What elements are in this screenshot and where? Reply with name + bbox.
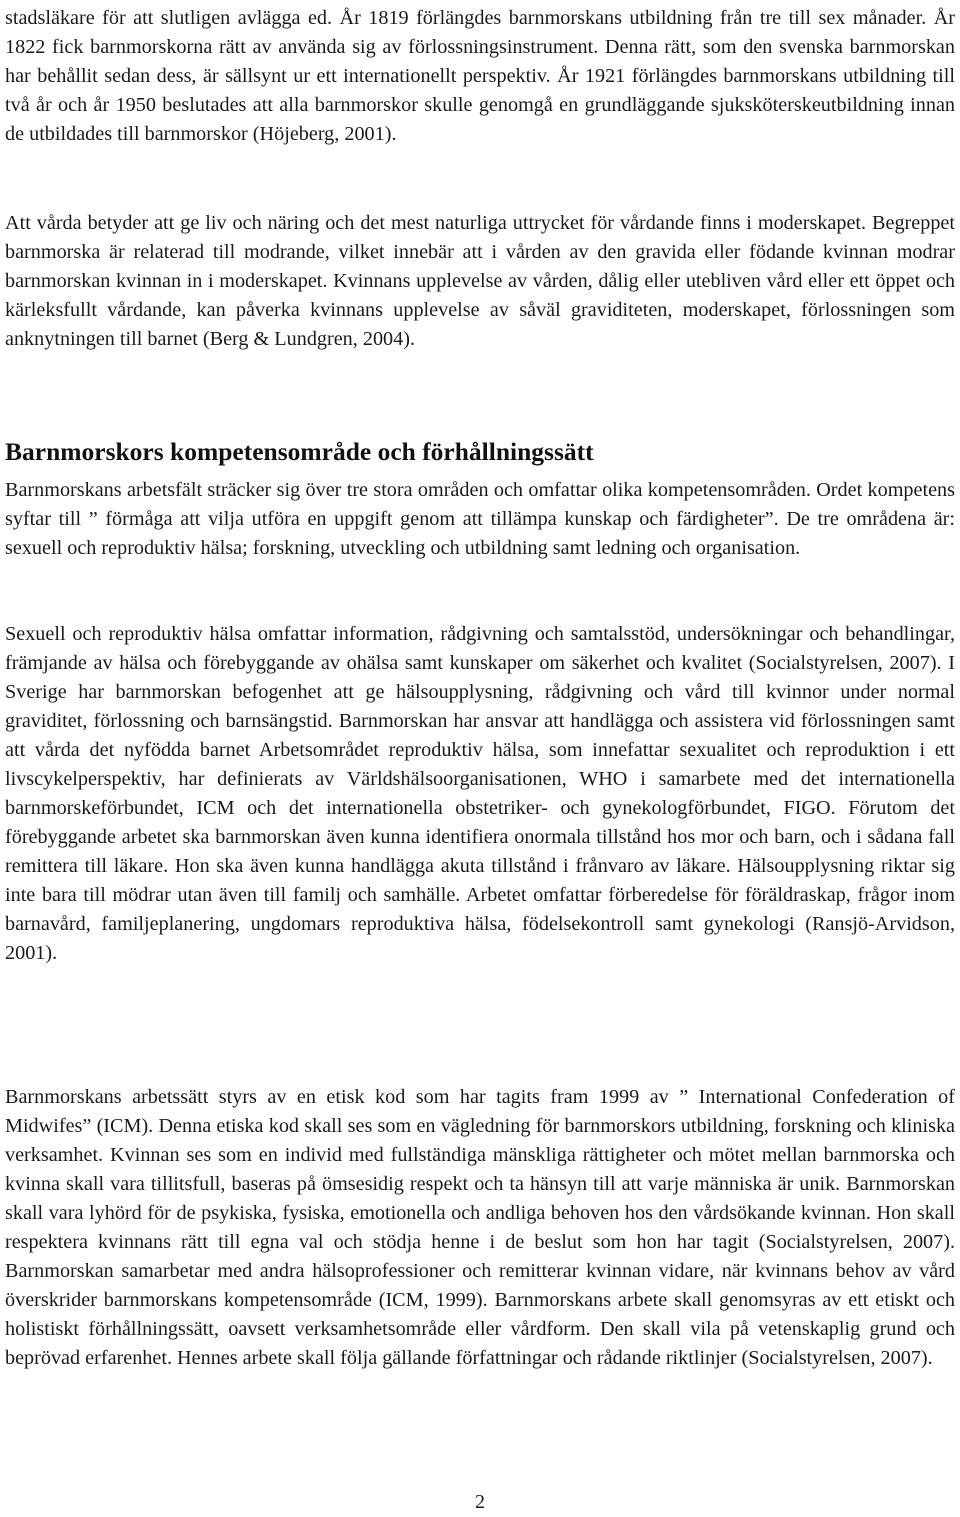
- section-heading: Barnmorskors kompetensområde och förhållningssätt: [5, 437, 594, 466]
- paragraph-care-definition: Att vårda betyder att ge liv och näring och det mest naturliga uttrycket för vårdande finns i moderskapet. Begreppet barnmorska är relaterad till modrande, vilket innebär att i vården av den gravida eller födande kvinnan modrar barnmorskan kvinnan in i moderskapet. Kvinnans upplevelse av vården, dålig eller utebliven vård eller ett öppet och kärleksfullt vårdande, kan påverka kvinnans upplevelse av såväl graviditeten, moderskapet, förlossningen som anknytningen till barnet (Berg & Lundgren, 2004).: [5, 212, 955, 350]
- paragraph-ethical-code: Barnmorskans arbetssätt styrs av en etisk kod som har tagits fram 1999 av ” International Confederation of Midwifes” (ICM). Denna etiska kod skall ses som en vägledning för barnmorskors utbildning, forskning och kliniska verksamhet. Kvinnan ses som en individ med fullständiga mänskliga rättigheter och mötet mellan barnmorska och kvinna skall vara tillitsfull, baseras på ömsesidig respekt och ta hänsyn till att varje människa är unik. Barnmorskan skall vara lyhörd för de psykiska, fysiska, emotionella och andliga behoven hos den vårdsökande kvinnan. Hon skall respektera kvinnans rätt till egna val och stödja henne i de beslut som hon har tagit (Socialstyrelsen, 2007). Barnmorskan samarbetar med andra hälsoprofessioner och remitterar kvinnan vidare, när kvinnans behov av vård överskrider barnmorskans kompetensområde (ICM, 1999). Barnmorskans arbete skall genomsyras av ett etiskt och holistiskt förhållningssätt, oavsett verksamhetsområde eller vårdform. Den skall vila på vetenskaplig grund och beprövad erfarenhet. Hennes arbete skall följa gällande författningar och rådande riktlinjer (Socialstyrelsen, 2007).: [5, 1086, 955, 1369]
- paragraph-education-history: stadsläkare för att slutligen avlägga ed. År 1819 förlängdes barnmorskans utbildning från tre till sex månader. År 1822 fick barnmorskorna rätt av använda sig av förlossningsinstrument. Denna rätt, som den svenska barnmorskan har behållit sedan dess, är sällsynt ur ett internationellt perspektiv. År 1921 förlängdes barnmorskans utbildning till två år och år 1950 beslutades att alla barnmorskor skulle genomgå en grundläggande sjuksköterskeutbildning innan de utbildades till barnmorskor (Höjeberg, 2001).: [5, 7, 955, 145]
- paragraph-work-field: Barnmorskans arbetsfält sträcker sig över tre stora områden och omfattar olika kompetensområden. Ordet kompetens syftar till ” förmåga att vilja utföra en uppgift genom att tillämpa kunskap och färdigheter”. De tre områdena är: sexuell och reproduktiv hälsa; forskning, utveckling och utbildning samt ledning och organisation.: [5, 479, 955, 559]
- page-number: 2: [475, 1491, 485, 1513]
- paragraph-reproductive-health: Sexuell och reproduktiv hälsa omfattar information, rådgivning och samtalsstöd, undersökningar och behandlingar, främjande av hälsa och förebyggande av ohälsa samt kunskaper om säkerhet och kvalitet (Socialstyrelsen, 2007). I Sverige har barnmorskan befogenhet att ge hälsoupplysning, rådgivning och vård till kvinnor under normal graviditet, förlossning och barnsängstid. Barnmorskan har ansvar att handlägga och assistera vid förlossningen samt att vårda det nyfödda barnet Arbetsområdet reproduktiv hälsa, som innefattar sexualitet och reproduktion i ett livscykelperspektiv, har definierats av Världshälsoorganisationen, WHO i samarbete med det internationella barnmorskeförbundet, ICM och det internationella obstetriker- och gynekologförbundet, FIGO. Förutom det förebyggande arbetet ska barnmorskan även kunna identifiera onormala tillstånd hos mor och barn, och i sådana fall remittera till läkare. Hon ska även kunna handlägga akuta tillstånd i frånvaro av läkare. Hälsoupplysning riktar sig inte bara till mödrar utan även till familj och samhälle. Arbetet omfattar förberedelse för föräldraskap, frågor inom barnavård, familjeplanering, ungdomars reproduktiva hälsa, födelsekontroll samt gynekologi (Ransjö-Arvidson, 2001).: [5, 623, 955, 964]
